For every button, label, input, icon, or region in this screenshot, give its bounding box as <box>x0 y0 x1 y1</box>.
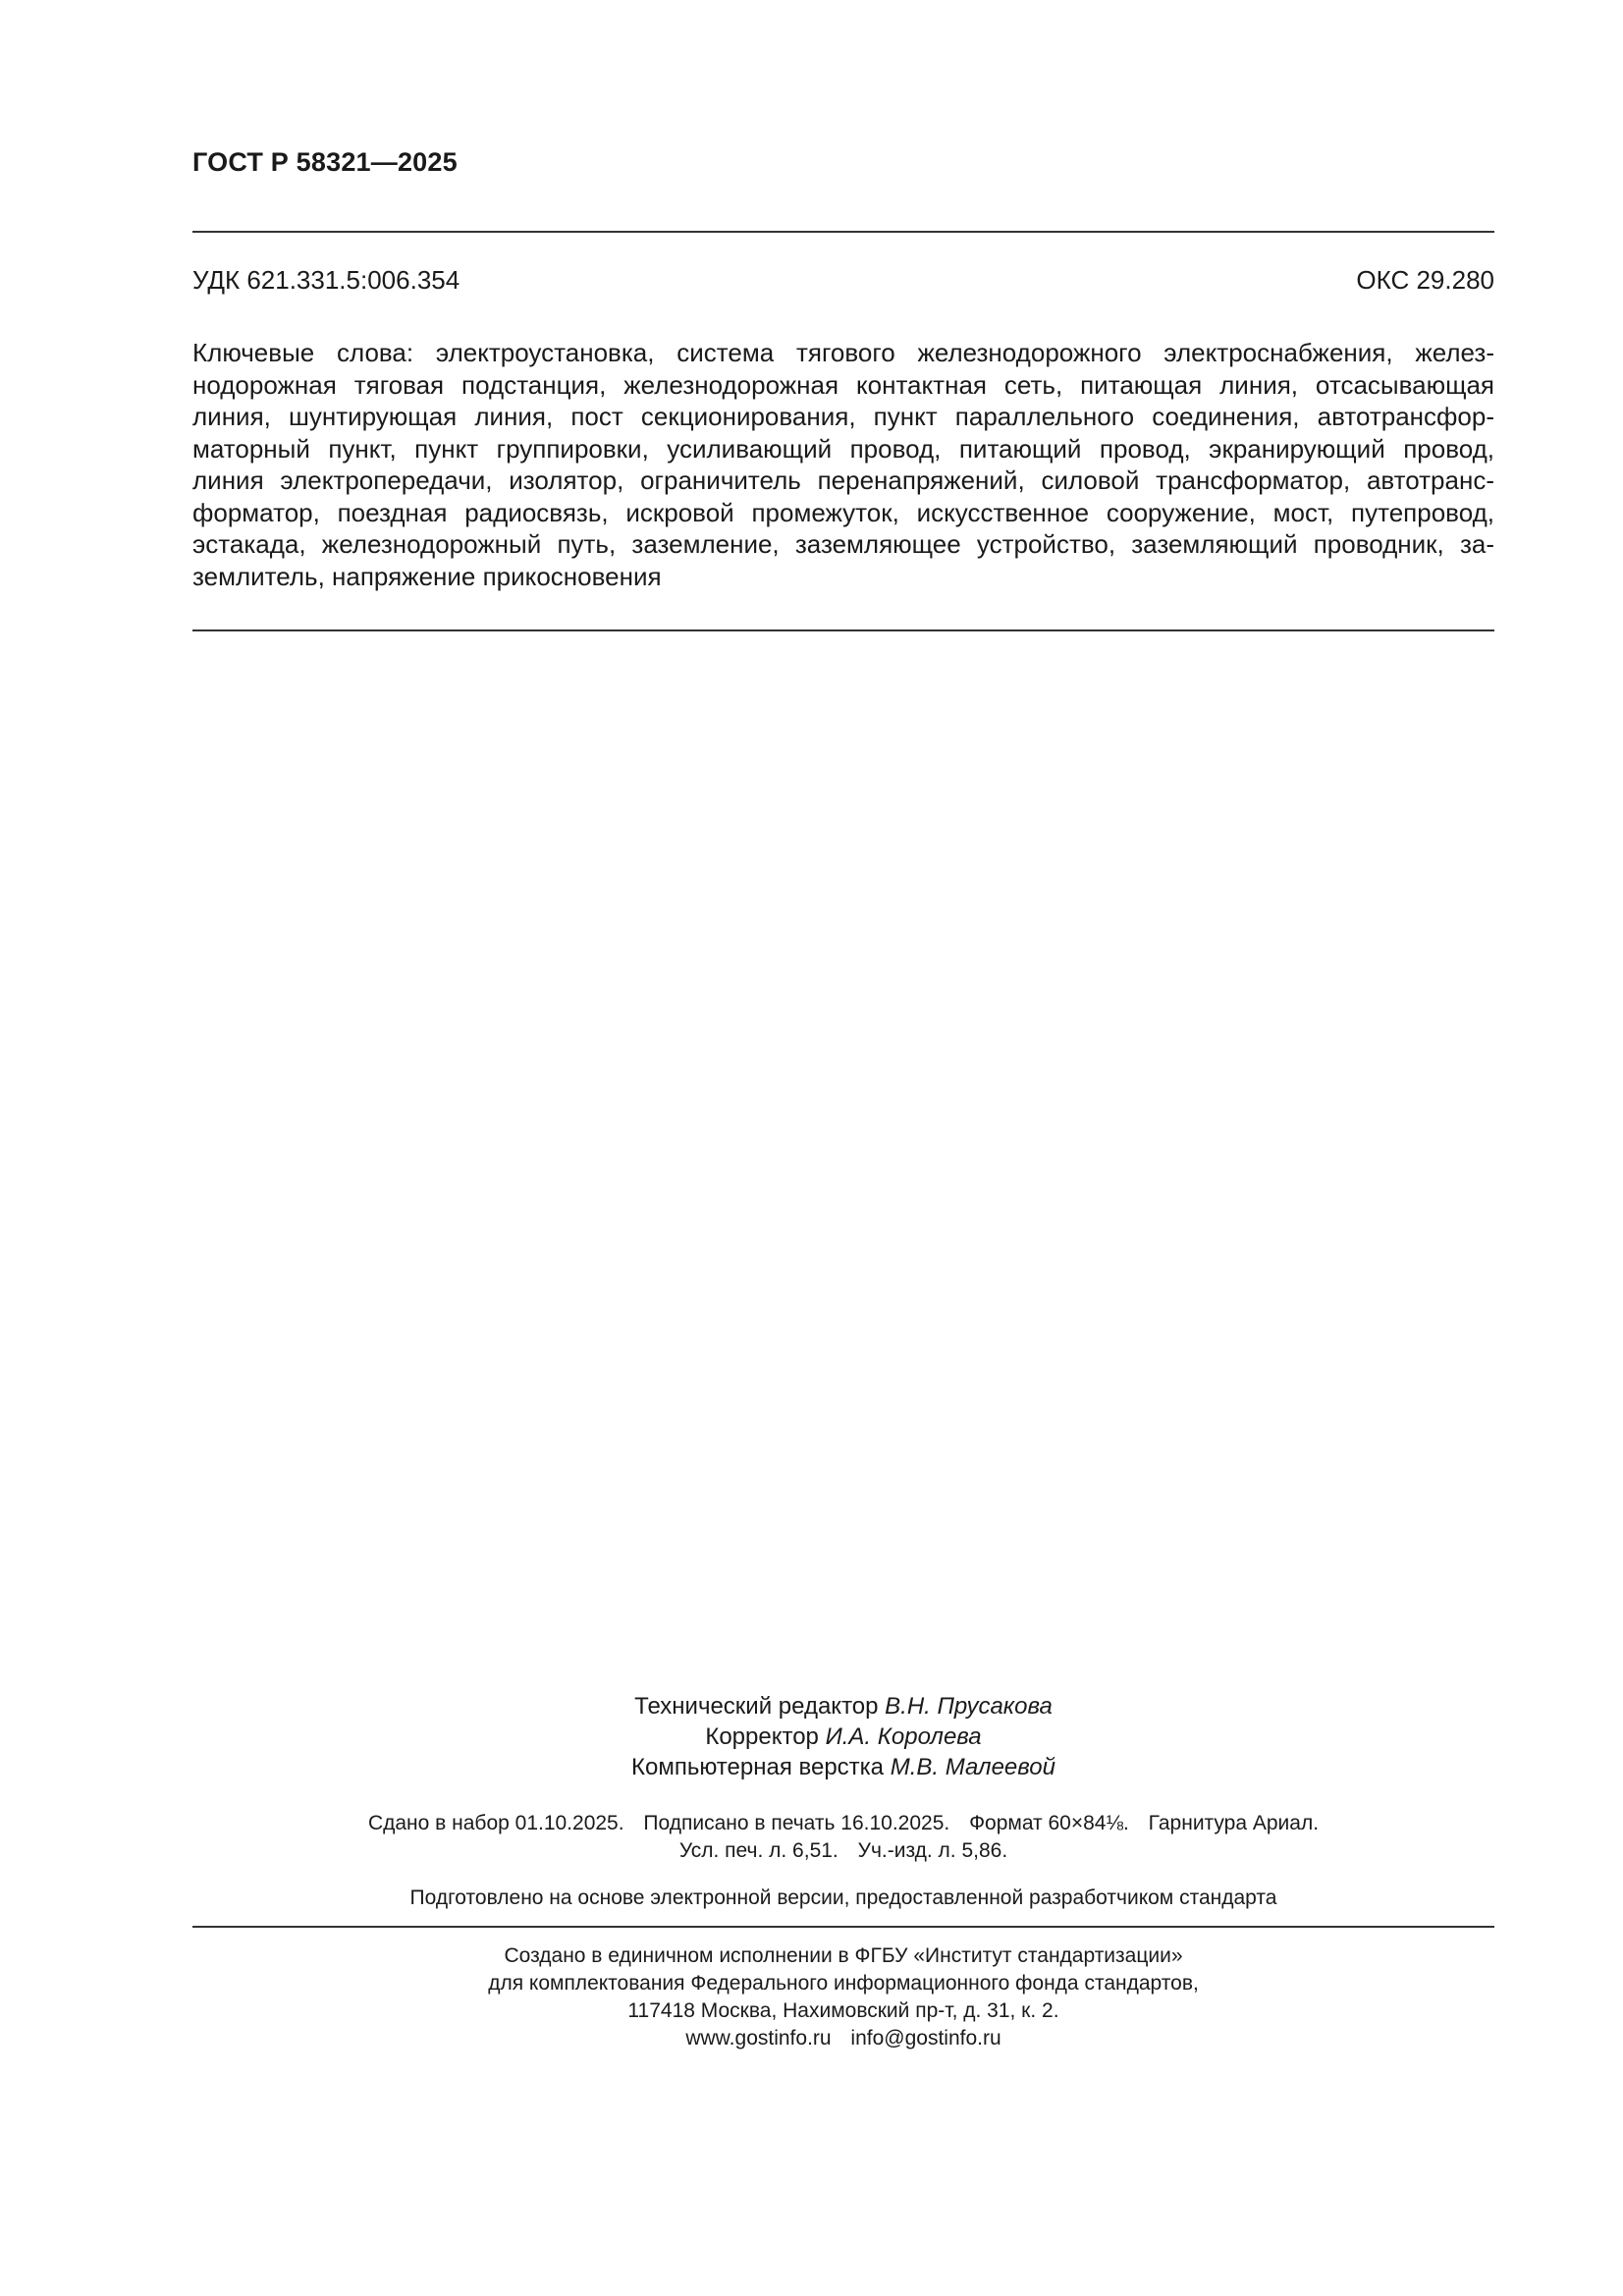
keywords-line: нодорожная тяговая подстанция, железнодорожная контактная сеть, питающая линия, отсасывающая <box>192 369 1494 400</box>
oks-code: ОКС 29.280 <box>1356 265 1494 295</box>
imprint-line-2 <box>192 1837 1494 1865</box>
top-divider <box>192 231 1494 233</box>
keywords-line: линия, шунтирующая линия, пост секционирования, пункт параллельного соединения, автотрансфор- <box>192 402 1494 431</box>
publisher-footer <box>192 1942 1494 2052</box>
credits-block <box>192 1691 1494 1782</box>
footer-divider <box>192 1926 1494 1928</box>
footer-address: 117418 Москва, Нахимовский пр-т, д. 31, к. 2. <box>627 1999 1059 2022</box>
layout-name: М.В. Малеевой <box>890 1754 1055 1780</box>
corrector-name: И.А. Королева <box>825 1723 982 1750</box>
layout-line <box>192 1752 1494 1782</box>
keywords-line: эстакада, железнодорожный путь, заземление, заземляющее устройство, заземляющий проводник, за- <box>192 529 1494 559</box>
prepared-note: Подготовлено на основе электронной версии, предоставленной разработчиком стандарта <box>409 1886 1277 1909</box>
keywords-line: землитель, напряжение прикосновения <box>192 561 662 591</box>
udk-code: УДК 621.331.5:006.354 <box>192 265 460 295</box>
website-link[interactable]: www.gostinfo.ru <box>685 2027 832 2050</box>
print-sheets: Усл. печ. л. 6,51. <box>678 1839 839 1862</box>
typeface: Гарнитура Ариал. <box>1148 1812 1320 1834</box>
publ-sheets: Уч.-изд. л. 5,86. <box>857 1839 1008 1862</box>
imprint-line-1 <box>192 1810 1494 1837</box>
footer-contacts <box>192 2025 1494 2052</box>
imprint-block <box>192 1810 1494 1865</box>
footer-line-1: Создано в единичном исполнении в ФГБУ «Институт стандартизации» <box>504 1944 1183 1967</box>
corrector-line <box>192 1722 1494 1752</box>
keywords-line: маторный пункт, пункт группировки, усиливающий провод, питающий провод, экранирующий провод, <box>192 433 1494 464</box>
tech-editor-name: В.Н. Прусакова <box>885 1693 1053 1720</box>
keywords-block <box>192 337 1494 592</box>
tech-editor-role: Технический редактор <box>634 1693 879 1720</box>
tech-editor-line <box>192 1691 1494 1722</box>
corrector-role: Корректор <box>705 1723 819 1750</box>
email-link[interactable]: info@gostinfo.ru <box>850 2027 1001 2050</box>
footer-line-2: для комплектования Федерального информационного фонда стандартов, <box>488 1972 1199 1995</box>
submitted-date: Сдано в набор 01.10.2025. <box>367 1812 624 1834</box>
keywords-line: линия электропередачи, изолятор, ограничитель перенапряжений, силовой трансформатор, автотранс- <box>192 465 1494 495</box>
print-format: Формат 60×84⅛. <box>969 1812 1129 1834</box>
document-id: ГОСТ Р 58321—2025 <box>192 147 458 177</box>
keywords-divider <box>192 629 1494 631</box>
keywords-line: форматор, поездная радиосвязь, искровой промежуток, искусственное сооружение, мост, путепровод, <box>192 497 1494 527</box>
keywords-line: Ключевые слова: электроустановка, система тягового железнодорожного электроснабжения, желез- <box>192 338 1494 367</box>
signed-date: Подписано в печать 16.10.2025. <box>643 1812 950 1834</box>
layout-role: Компьютерная верстка <box>631 1754 885 1780</box>
